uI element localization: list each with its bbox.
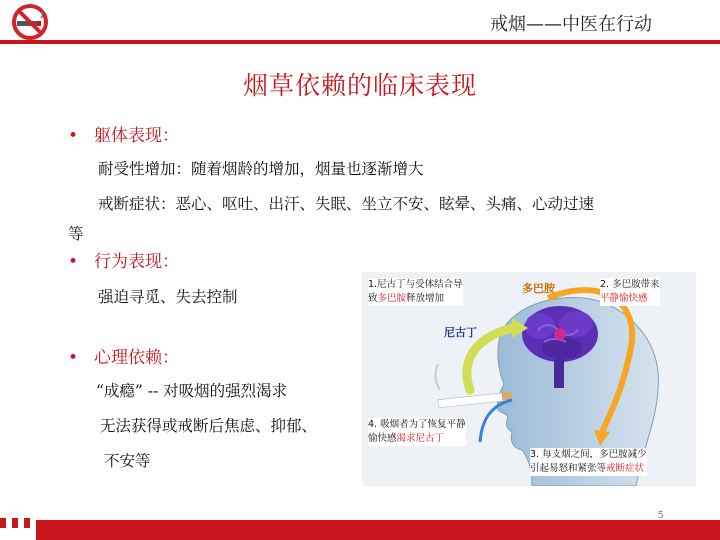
caption-craving: 4. 吸烟者为了恢复平静 愉快感渴求尼古丁 <box>368 419 466 444</box>
footer-dash <box>0 518 6 528</box>
header-title: 戒烟——中医在行动 <box>490 14 652 35</box>
label-nicotine: 尼古丁 <box>444 326 477 339</box>
label-dopamine: 多巴胺 <box>522 282 555 295</box>
slide-title: 烟草依赖的临床表现 <box>242 71 477 100</box>
nicotine-cycle-figure <box>362 272 696 486</box>
no-smoking-icon <box>10 2 50 42</box>
bullet-icon: • <box>68 252 79 272</box>
caption-withdrawal: 3. 每支烟之间，多巴胺减少 引起易怒和紧张等戒断症状 <box>530 449 647 474</box>
body-line-anxiety: 无法获得或戒断后焦虑、抑郁、 <box>100 417 318 435</box>
footer-bar <box>36 520 720 540</box>
section-heading-psychological: • 心理依赖： <box>68 348 179 368</box>
caption-nicotine-binding: 1.尼古丁与受体结合导 致多巴胺释放增加 <box>368 279 463 304</box>
footer-dash <box>12 518 18 528</box>
section-heading-behavior: • 行为表现： <box>68 252 179 272</box>
footer-dash <box>24 518 30 528</box>
bullet-icon: • <box>68 348 79 368</box>
header-rule <box>0 40 720 44</box>
body-line-withdrawal-cont: 等 <box>68 225 84 243</box>
body-line-restless: 不安等 <box>104 452 151 470</box>
caption-dopamine-calm: 2. 多巴胺带来 平静愉快感 <box>600 279 660 304</box>
bullet-icon: • <box>68 126 79 146</box>
body-line-tolerance: 耐受性增加：随着烟龄的增加，烟量也逐渐增大 <box>98 160 424 178</box>
page-number: 5 <box>657 510 664 521</box>
body-line-withdrawal: 戒断症状：恶心、呕吐、出汗、失眠、坐立不安、眩晕、头痛、心动过速 <box>98 195 595 213</box>
body-line-compulsion: 强迫寻觅、失去控制 <box>98 288 238 306</box>
body-line-addiction: “成瘾” -- 对吸烟的强烈渴求 <box>96 382 288 400</box>
section-heading-body: • 躯体表现： <box>68 126 179 146</box>
